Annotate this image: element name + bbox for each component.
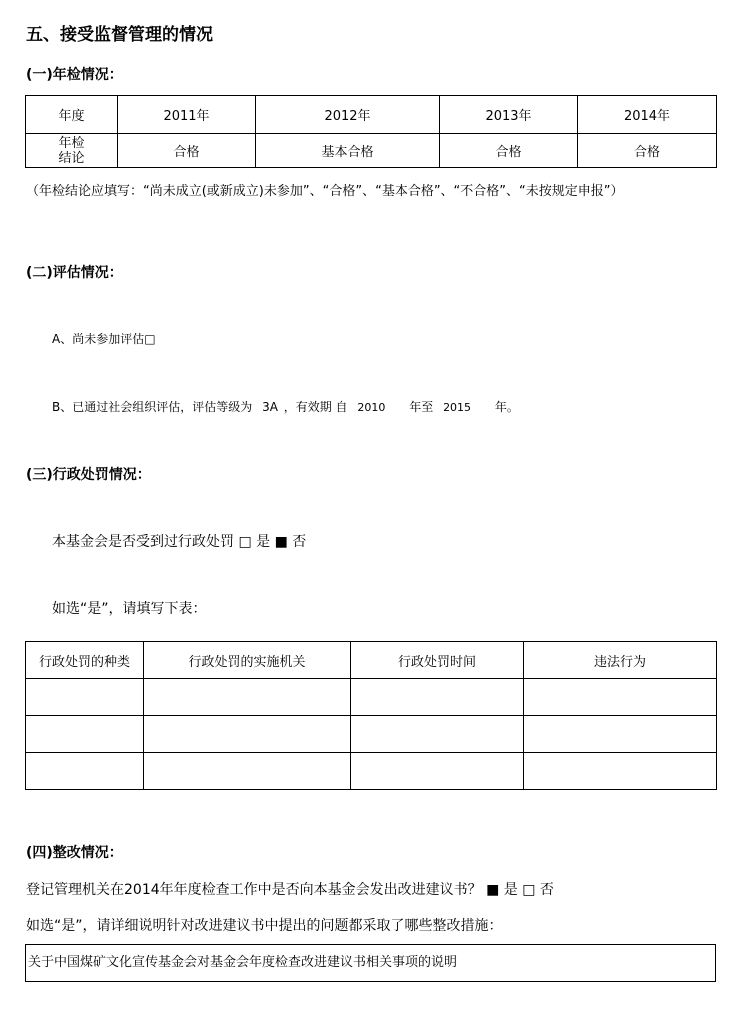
end-label: 年。 (494, 400, 519, 414)
penalty-instruction: 如选“是”，请填写下表： (52, 601, 207, 617)
result-label-cell (26, 134, 118, 168)
penalty-table (25, 641, 717, 790)
annual-check-table (25, 95, 717, 168)
rectification-instruction: 如选“是”，请详细说明针对改进建议书中提出的问题都采取了哪些整改措施： (26, 918, 503, 934)
result-cell: 合格 (440, 134, 578, 168)
option-b-prefix: B、已通过社会组织评估，评估等级为 (52, 400, 253, 414)
year-cell: 2013年 (440, 96, 578, 134)
annual-check-note: （年检结论应填写：“尚未成立(或新成立)未参加”、“合格”、“基本合格”、“不合格”、“未按规定申报”） (26, 184, 624, 199)
table-row (26, 96, 717, 134)
valid-to-year: 2015 (443, 401, 472, 414)
evaluation-level: 3A (262, 400, 278, 414)
result-label-line2: 结论 (58, 150, 85, 166)
rectification-box (25, 944, 716, 982)
table-row (26, 134, 717, 168)
table-cell (524, 716, 717, 753)
option-b-mid: ，有效期 自 (283, 400, 348, 414)
evaluation-option-b (52, 398, 519, 415)
table-cell (524, 679, 717, 716)
evaluation-option-a: A、尚未参加评估□ (52, 332, 156, 346)
rectification-subtitle: (四)整改情况： (26, 845, 123, 861)
year-label-cell: 年度 (26, 96, 118, 134)
rectification-question: 登记管理机关在2014年年度检查工作中是否向本基金会发出改进建议书？ ■ 是 □ 否 (26, 882, 554, 898)
penalty-question: 本基金会是否受到过行政处罚 □ 是 ■ 否 (52, 534, 307, 550)
result-cell: 合格 (118, 134, 256, 168)
table-row (26, 716, 717, 753)
table-cell (351, 716, 524, 753)
year-cell: 2012年 (256, 96, 440, 134)
table-cell (144, 716, 351, 753)
valid-from-year: 2010 (357, 401, 386, 414)
evaluation-subtitle: (二)评估情况： (26, 265, 123, 281)
to-label: 年至 (409, 400, 434, 414)
result-cell: 合格 (578, 134, 717, 168)
table-cell (351, 679, 524, 716)
result-label-line1: 年检 (58, 135, 85, 151)
penalty-header-time: 行政处罚时间 (351, 642, 524, 679)
table-cell (144, 679, 351, 716)
table-row (26, 679, 717, 716)
result-cell: 基本合格 (256, 134, 440, 168)
year-cell: 2011年 (118, 96, 256, 134)
table-cell (26, 716, 144, 753)
rectification-box-text: 关于中国煤矿文化宣传基金会对基金会年度检查改进建议书相关事项的说明 (28, 955, 458, 970)
table-row (26, 642, 717, 679)
table-cell (351, 753, 524, 790)
table-cell (524, 753, 717, 790)
table-cell (144, 753, 351, 790)
penalty-header-authority: 行政处罚的实施机关 (144, 642, 351, 679)
penalty-header-violation: 违法行为 (524, 642, 717, 679)
penalty-header-type: 行政处罚的种类 (26, 642, 144, 679)
table-cell (26, 679, 144, 716)
table-row (26, 753, 717, 790)
section-title: 五、接受监督管理的情况 (26, 25, 213, 45)
penalty-subtitle: (三)行政处罚情况： (26, 467, 151, 483)
year-cell: 2014年 (578, 96, 717, 134)
table-cell (26, 753, 144, 790)
annual-check-subtitle: (一)年检情况： (26, 67, 123, 83)
